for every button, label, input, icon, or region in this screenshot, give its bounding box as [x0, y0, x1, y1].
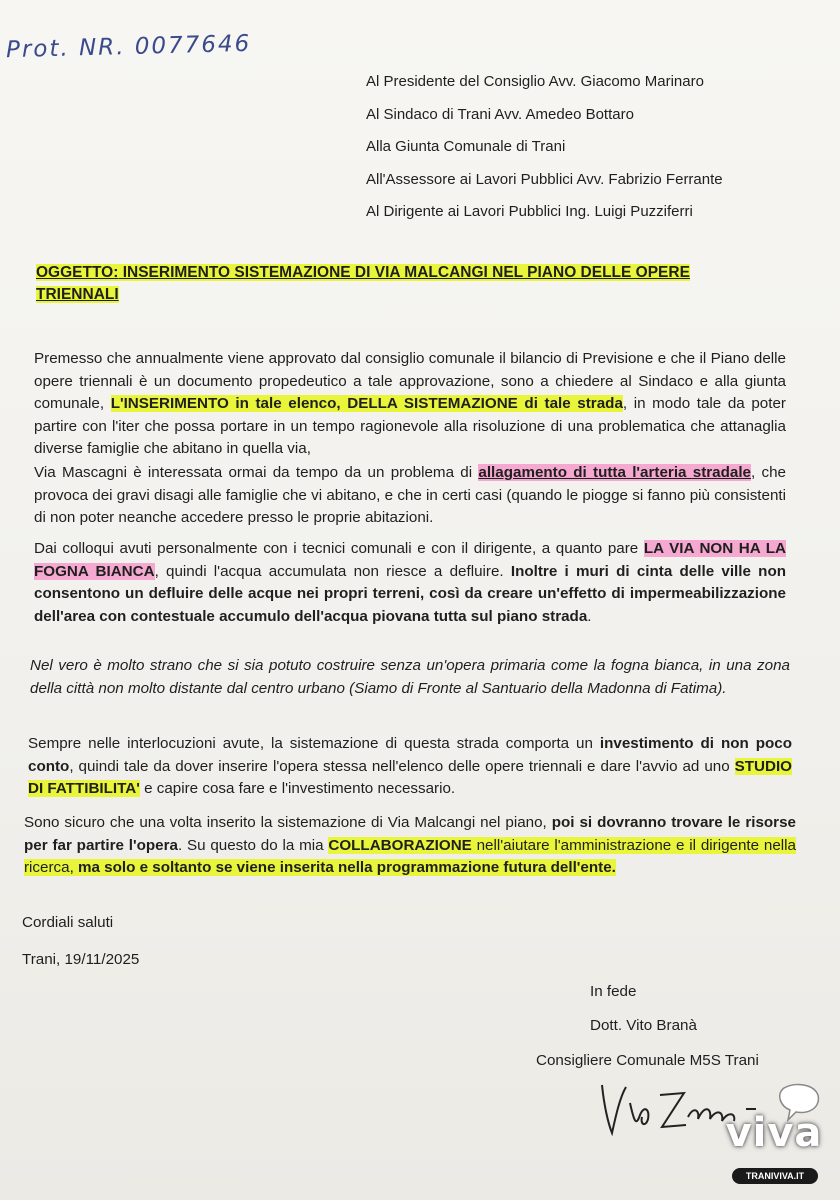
p3-highlight: LA VIA NON HA LA FOGNA BIANCA [34, 540, 787, 580]
p6-text-mid: . Su questo do la mia [177, 836, 329, 854]
signer-name: Dott. Vito Branà [590, 1017, 697, 1034]
p5-highlight: STUDIO DI FATTIBILITA' [28, 757, 792, 797]
p2-text: Via Mascagni è interessata ormai da tempo da un problema di [34, 464, 479, 481]
p3-text: Dai colloqui avuti personalmente con i tecnici comunali e con il dirigente, a quanto pare [34, 540, 644, 557]
recipient: All'Assessore ai Lavori Pubblici Avv. Fabrizio Ferrante [366, 170, 723, 188]
p2-highlight: allagamento di tutta l'arteria stradale [478, 464, 751, 481]
paragraph-5 [28, 733, 792, 801]
subject-line [36, 262, 776, 306]
p5-text-end: e capire cosa fare e l'investimento necessario. [139, 780, 456, 797]
p6-bold: poi si dovranno trovare le risorse per far partire l'opera [24, 814, 796, 854]
logo-word: viva [725, 1110, 823, 1156]
recipient: Al Presidente del Consiglio Avv. Giacomo Marinaro [366, 73, 704, 90]
subject-label: OGGETTO: [36, 264, 119, 281]
p6-highlight-bold: ma solo e soltanto se viene inserita nella programmazione futura dell'ente. [78, 859, 616, 876]
p3-text-mid: , quindi l'acqua accumulata non riesce a defluire. [154, 562, 511, 580]
p3-text-end: . [587, 607, 592, 625]
recipient: Al Sindaco di Trani Avv. Amedeo Bottaro [366, 105, 634, 123]
paragraph-2 [34, 462, 786, 530]
p3-bold: Inoltre i muri di cinta delle ville non consentono un defluire delle acque nei propri terreni, così da creare un'effetto di impermeabilizzazione dell'area con contestuale accumulo dell'acqua piovana tutta sul piano strada [34, 562, 786, 625]
subject-text: INSERIMENTO SISTEMAZIONE DI VIA MALCANGI NEL PIANO DELLE OPERE TRIENNALI [36, 264, 690, 303]
p5-text: Sempre nelle interlocuzioni avute, la sistemazione di questa strada comporta un [28, 735, 600, 752]
recipient: Al Dirigente ai Lavori Pubblici Ing. Luigi Puzziferri [366, 203, 693, 220]
p5-bold: investimento di non poco conto [28, 735, 792, 775]
paragraph-4: Nel vero è molto strano che si sia potuto costruire senza un'opera primaria come la fogna bianca, in una zona della città non molto distante dal centro urbano (Siamo di Fronte al Santuario della Madonna di Fatima). [30, 657, 790, 697]
p1-text-end: , in modo tale da poter partire con l'iter che possa portare in un tempo ragionevole alla risoluzione di una problematica che attanaglia diverse famiglie che abitano in quella via, [34, 395, 786, 457]
p6-text: Sono sicuro che una volta inserito la sistemazione di Via Malcangi nel piano, [24, 814, 552, 831]
paragraph-6 [24, 812, 796, 880]
logo-domain: TRANIVIVA.IT [732, 1168, 818, 1184]
protocol-number: Prot. NR. 0077646 [5, 30, 252, 64]
p5-text-mid: , quindi tale da dover inserire l'opera stessa nell'elenco delle opere triennali e dare l'avvio ad uno [69, 757, 735, 775]
paragraph-3 [34, 538, 786, 628]
signer-role: Consigliere Comunale M5S Trani [536, 1052, 759, 1069]
traniviva-logo [718, 1082, 830, 1192]
letter-date: Trani, 19/11/2025 [22, 951, 140, 968]
closing-greeting: Cordiali saluti [22, 914, 114, 931]
p6-highlight: COLLABORAZIONE [328, 836, 472, 854]
in-fede: In fede [590, 983, 637, 1000]
recipients-block [366, 66, 723, 229]
p1-highlight: L'INSERIMENTO in tale elenco, DELLA SISTEMAZIONE di tale strada [110, 395, 623, 412]
p6-highlight-text: nell'aiutare l'amministrazione e il dirigente nella ricerca, [24, 836, 796, 876]
paragraph-1 [34, 348, 786, 461]
p1-text: Premesso che annualmente viene approvato dal consiglio comunale il bilancio di Previsione e che il Piano delle opere triennali è un documento propedeutico a tale approvazione, sono a chiedere al Sindaco e alla giunta comunale, [34, 350, 786, 412]
p2-text-end: , che provoca dei gravi disagi alle famiglie che vi abitano, e che in certi casi (quando le piogge si fanno più consistenti di non poter neanche accedere presso le proprie abitazioni. [34, 464, 786, 526]
recipient: Alla Giunta Comunale di Trani [366, 138, 566, 155]
